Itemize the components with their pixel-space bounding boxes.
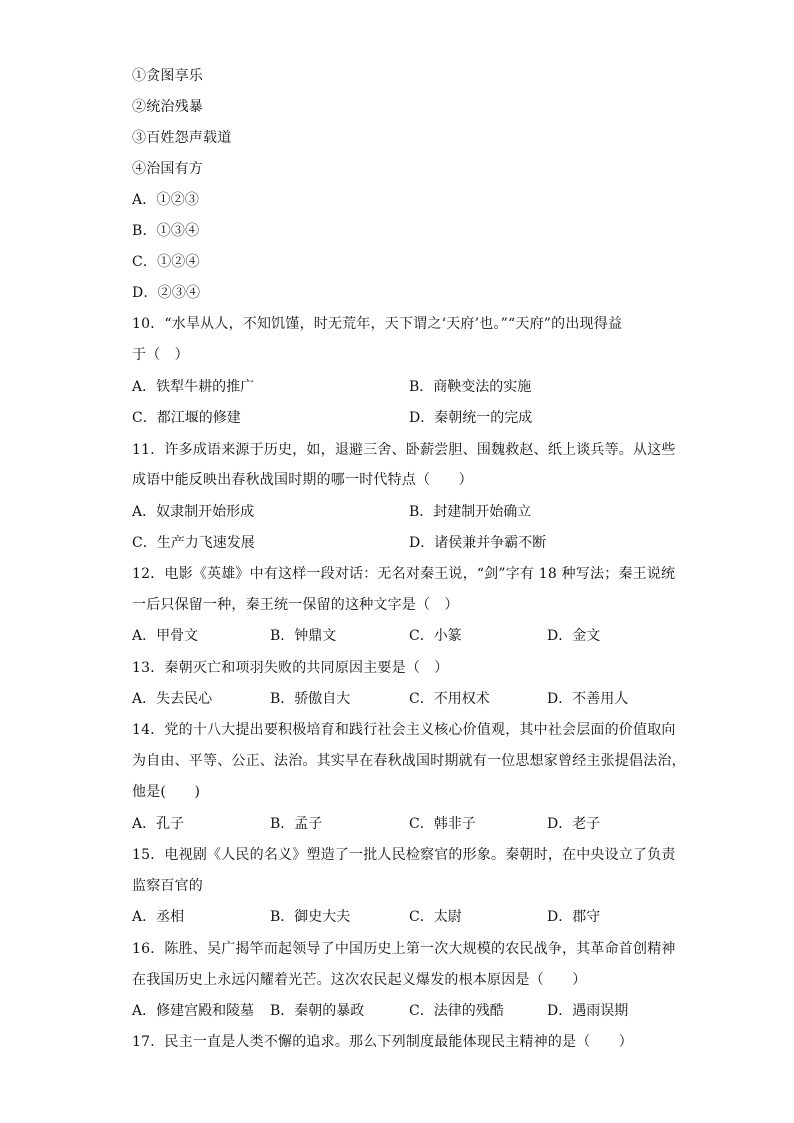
q14-stem-line2: 为自由、平等、公正、法治。其实早在春秋战国时期就有一位思想家曾经主张提倡法治， bbox=[132, 753, 686, 769]
q10-stem-line1: 10．“水旱从人，不知饥馑，时无荒年，天下谓之‘天府’也。”“天府”的出现得益 bbox=[132, 316, 623, 332]
q16-option-a: A．修建宫殿和陵墓 bbox=[132, 1003, 255, 1019]
q16-option-d: D．遇雨误期 bbox=[547, 1003, 629, 1019]
q15-stem-line1: 15．电视剧《人民的名义》塑造了一批人民检察官的形象。秦朝时，在中央设立了负责 bbox=[132, 847, 676, 863]
q10-option-a: A．铁犁牛耕的推广 bbox=[132, 379, 255, 395]
q14-stem-line3: 他是( ) bbox=[132, 784, 201, 800]
q11-stem-line1: 11．许多成语来源于历史，如，退避三舍、卧薪尝胆、围魏救赵、纸上谈兵等。从这些 bbox=[132, 442, 676, 458]
q10-option-b: B．商鞅变法的实施 bbox=[409, 379, 532, 395]
q13-option-b: B．骄傲自大 bbox=[270, 691, 351, 707]
q11-option-d: D．诸侯兼并争霸不断 bbox=[409, 535, 547, 551]
statement-3: ③百姓怨声载道 bbox=[132, 130, 232, 146]
q13-option-a: A．失去民心 bbox=[132, 691, 213, 707]
q16-option-c: C．法律的残酷 bbox=[409, 1003, 504, 1019]
q14-option-d: D．老子 bbox=[547, 816, 601, 832]
q12-option-d: D．金文 bbox=[547, 628, 601, 644]
q9-option-c: C．①②④ bbox=[132, 254, 200, 270]
q12-option-c: C．小篆 bbox=[409, 628, 462, 644]
q13-stem-line1: 13．秦朝灭亡和项羽失败的共同原因主要是（ ） bbox=[132, 660, 449, 676]
q14-option-a: A．孔子 bbox=[132, 816, 185, 832]
q12-stem-line1: 12．电影《英雄》中有这样一段对话：无名对秦王说，“剑”字有 18 种写法；秦王说统 bbox=[132, 566, 676, 582]
q15-option-a: A．丞相 bbox=[132, 909, 185, 925]
q9-option-a: A．①②③ bbox=[132, 192, 200, 208]
q13-option-c: C．不用权术 bbox=[409, 691, 490, 707]
q10-option-c: C．都江堰的修建 bbox=[132, 410, 241, 426]
statement-2: ②统治残暴 bbox=[132, 99, 203, 115]
q11-option-a: A．奴隶制开始形成 bbox=[132, 504, 255, 520]
q15-option-b: B．御史大夫 bbox=[270, 909, 351, 925]
q16-stem-line1: 16．陈胜、吴广揭竿而起领导了中国历史上第一次大规模的农民战争，其革命首创精神 bbox=[132, 941, 676, 957]
q16-stem-line2: 在我国历史上永远闪耀着光芒。这次农民起义爆发的根本原因是（ ） bbox=[132, 972, 587, 988]
q17-stem-line1: 17．民主一直是人类不懈的追求。那么下列制度最能体现民主精神的是（ ） bbox=[132, 1034, 634, 1050]
q9-option-d: D．②③④ bbox=[132, 285, 201, 301]
q14-option-c: C．韩非子 bbox=[409, 816, 476, 832]
q15-option-d: D．郡守 bbox=[547, 909, 601, 925]
q10-option-d: D．秦朝统一的完成 bbox=[409, 410, 533, 426]
q9-option-b: B．①③④ bbox=[132, 223, 200, 239]
q11-stem-line2: 成语中能反映出春秋战国时期的哪一时代特点（ ） bbox=[132, 472, 473, 488]
q15-option-c: C．太尉 bbox=[409, 909, 462, 925]
q10-stem-line2: 于（ ） bbox=[132, 347, 189, 363]
q14-stem-line1: 14．党的十八大提出要积极培育和践行社会主义核心价值观，其中社会层面的价值取向 bbox=[132, 722, 676, 738]
q16-option-b: B．秦朝的暴政 bbox=[270, 1003, 365, 1019]
statement-4: ④治国有方 bbox=[132, 161, 203, 177]
q14-option-b: B．孟子 bbox=[270, 816, 323, 832]
q12-option-a: A．甲骨文 bbox=[132, 628, 199, 644]
q13-option-d: D．不善用人 bbox=[547, 691, 629, 707]
q11-option-c: C．生产力飞速发展 bbox=[132, 535, 255, 551]
q12-stem-line2: 一后只保留一种，秦王统一保留的这种文字是（ ） bbox=[132, 597, 459, 613]
q15-stem-line2: 监察百官的 bbox=[132, 878, 203, 894]
q12-option-b: B．钟鼎文 bbox=[270, 628, 337, 644]
statement-1: ①贪图享乐 bbox=[132, 68, 203, 84]
q11-option-b: B．封建制开始确立 bbox=[409, 504, 532, 520]
